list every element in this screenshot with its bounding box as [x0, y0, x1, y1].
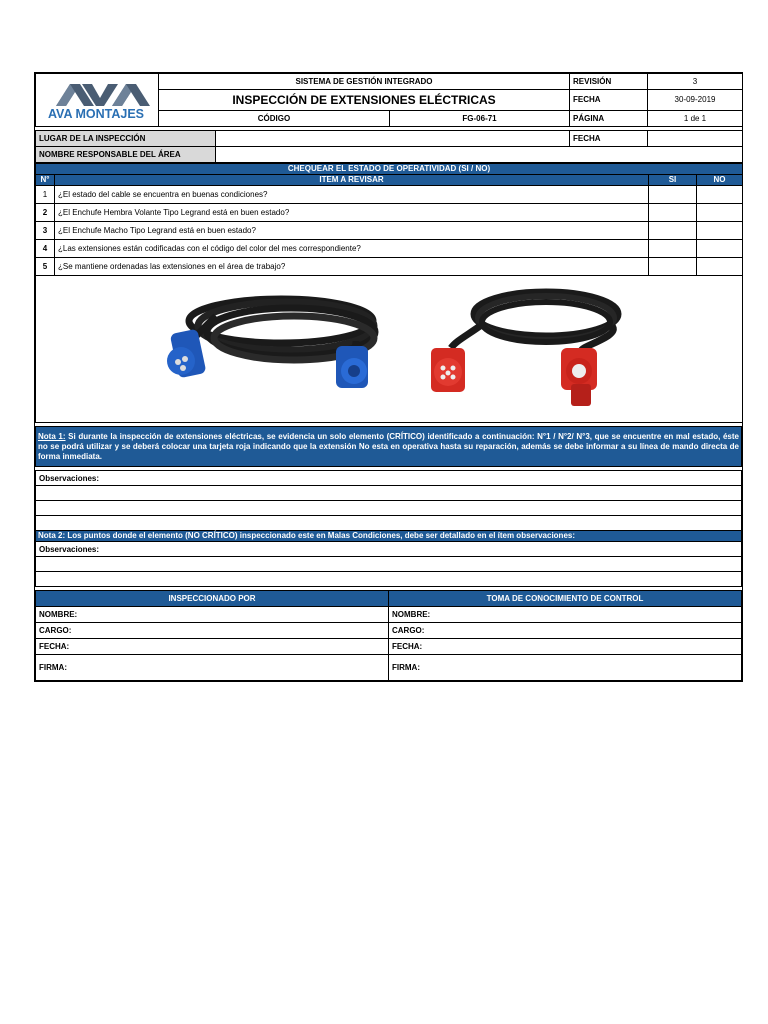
si-checkbox[interactable]: [649, 240, 697, 258]
table-row: [36, 258, 743, 276]
blue-extension-cord-icon: [167, 299, 375, 388]
revision-value: 3: [648, 74, 743, 90]
observations-line[interactable]: [36, 516, 742, 531]
si-checkbox[interactable]: [649, 222, 697, 240]
no-checkbox[interactable]: [697, 222, 743, 240]
right-cargo-field[interactable]: CARGO:: [389, 623, 742, 639]
form-title: INSPECCIÓN DE EXTENSIONES ELÉCTRICAS: [159, 90, 570, 110]
red-extension-cord-icon: [431, 292, 618, 406]
code-value: FG-06-71: [390, 110, 570, 126]
col-num-header: N°: [36, 175, 55, 186]
col-si-header: SI: [649, 175, 697, 186]
item-text: ¿Se mantiene ordenadas las extensiones en el área de trabajo?: [55, 258, 649, 276]
observations-label: Observaciones:: [36, 471, 742, 486]
date-value: 30-09-2019: [648, 90, 743, 110]
item-number: 3: [36, 222, 55, 240]
left-signature-field[interactable]: FIRMA:: [36, 655, 389, 681]
page-label: PÁGINA: [570, 110, 648, 126]
place-label: LUGAR DE LA INSPECCIÓN: [36, 131, 216, 147]
page-value: 1 de 1: [648, 110, 743, 126]
revision-label: REVISIÓN: [570, 74, 648, 90]
inspection-form: [34, 72, 743, 682]
item-text: ¿El Enchufe Macho Tipo Legrand está en buen estado?: [55, 222, 649, 240]
observations-line[interactable]: [36, 486, 742, 501]
header-table: [35, 73, 743, 127]
no-checkbox[interactable]: [697, 186, 743, 204]
left-date-field[interactable]: FECHA:: [36, 639, 389, 655]
table-row: [36, 186, 743, 204]
responsible-label: NOMBRE RESPONSABLE DEL ÁREA: [36, 147, 216, 163]
si-checkbox[interactable]: [649, 204, 697, 222]
place-date-label: FECHA: [570, 131, 648, 147]
system-name: SISTEMA DE GESTIÓN INTEGRADO: [159, 74, 570, 90]
signature-table: [35, 590, 742, 681]
table-row: [36, 222, 743, 240]
observations2-label: Observaciones:: [36, 542, 742, 557]
note1-box: [36, 427, 742, 467]
observations2-line[interactable]: [36, 572, 742, 587]
item-number: 5: [36, 258, 55, 276]
responsible-field[interactable]: [216, 147, 743, 163]
place-date-field[interactable]: [648, 131, 743, 147]
place-table: [35, 130, 743, 163]
col-item-header: ITEM A REVISAR: [55, 175, 649, 186]
item-text: ¿El Enchufe Hembra Volante Tipo Legrand está en buen estado?: [55, 204, 649, 222]
item-number: 4: [36, 240, 55, 258]
company-logo: [36, 74, 159, 127]
note1-text: Si durante la inspección de extensiones eléctricas, se evidencia un solo elemento (CRÍTICO) identificado a continuación: N°1 / N°2/ N°3, que se encuentre en mal estado, éste no se podrá utilizar y se deberá colocar una tarjeta roja indicando que la extensión No esta en operativa hasta su reparación, además se debe informar a su línea de mando directa de forma inmediata.: [38, 431, 739, 461]
svg-text:AVA MONTAJES: AVA MONTAJES: [47, 107, 145, 121]
table-row: [36, 204, 743, 222]
checklist-table: [35, 163, 743, 423]
item-text: ¿El estado del cable se encuentra en buenas condiciones?: [55, 186, 649, 204]
control-ack-header: TOMA DE CONOCIMIENTO DE CONTROL: [389, 591, 742, 607]
note2-text: Nota 2: Los puntos donde el elemento (NO CRÍTICO) inspeccionado este en Malas Condiciones, debe ser detallado en el ítem observaciones:: [36, 531, 742, 542]
check-title: CHEQUEAR EL ESTADO DE OPERATIVIDAD (SI / NO): [36, 164, 743, 175]
right-name-field[interactable]: NOMBRE:: [389, 607, 742, 623]
table-row: [36, 240, 743, 258]
extension-images: [36, 276, 743, 423]
extension-cords-illustration: [36, 276, 741, 420]
col-no-header: NO: [697, 175, 743, 186]
ava-logo-icon: [36, 74, 157, 124]
date-label: FECHA: [570, 90, 648, 110]
no-checkbox[interactable]: [697, 204, 743, 222]
no-checkbox[interactable]: [697, 240, 743, 258]
left-cargo-field[interactable]: CARGO:: [36, 623, 389, 639]
left-name-field[interactable]: NOMBRE:: [36, 607, 389, 623]
item-number: 1: [36, 186, 55, 204]
code-label: CÓDIGO: [159, 110, 390, 126]
observations-table: [35, 470, 742, 587]
inspected-by-header: INSPECCIONADO POR: [36, 591, 389, 607]
place-field[interactable]: [216, 131, 570, 147]
item-number: 2: [36, 204, 55, 222]
observations-line[interactable]: [36, 501, 742, 516]
note1-label: Nota 1:: [38, 431, 66, 441]
item-text: ¿Las extensiones están codificadas con el código del color del mes correspondiente?: [55, 240, 649, 258]
right-date-field[interactable]: FECHA:: [389, 639, 742, 655]
note1-table: [35, 426, 742, 467]
no-checkbox[interactable]: [697, 258, 743, 276]
si-checkbox[interactable]: [649, 186, 697, 204]
observations2-line[interactable]: [36, 557, 742, 572]
right-signature-field[interactable]: FIRMA:: [389, 655, 742, 681]
si-checkbox[interactable]: [649, 258, 697, 276]
